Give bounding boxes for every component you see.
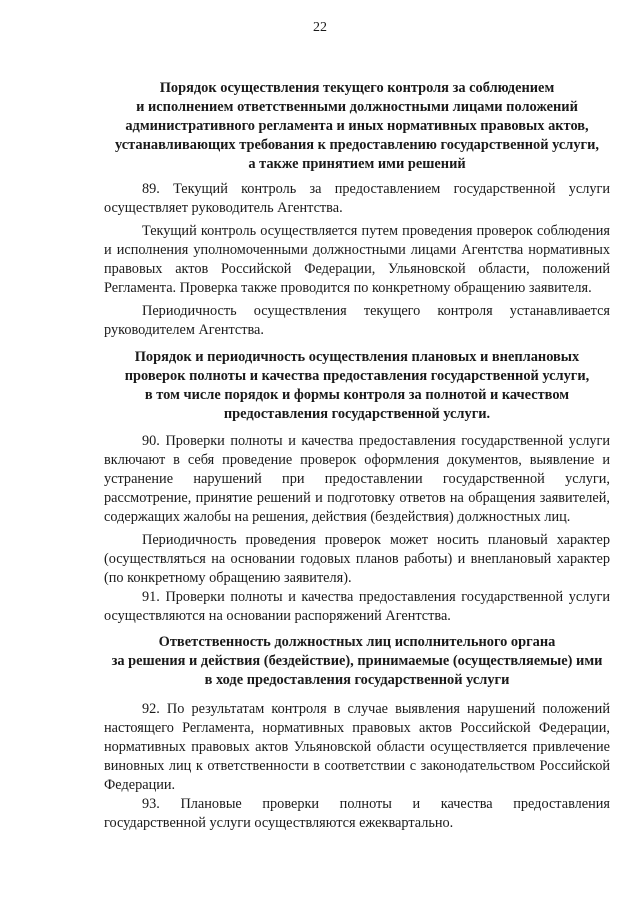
- section3-body: [104, 700, 610, 833]
- section2-heading: [104, 348, 610, 424]
- heading-line: Порядок и периодичность осуществления плановых и внеплановых: [134, 349, 580, 365]
- section1-heading: [104, 79, 610, 174]
- heading-line: предоставления государственной услуги.: [223, 406, 491, 422]
- section1-body: [104, 180, 610, 340]
- section3-heading: [104, 633, 610, 690]
- heading-line: в ходе предоставления государственной услуги: [204, 672, 510, 688]
- heading-line: за решения и действия (бездействие), принимаемые (осуществляемые) ими: [111, 653, 603, 669]
- paragraph: Текущий контроль осуществляется путем проведения проверок соблюдения и исполнения уполномоченными должностными лицами Агентства нормативных правовых актов Российской Федерации, Ульяновской области, положений Регламента. Проверка также проводится по конкретному обращению заявителя.: [104, 223, 610, 296]
- section2-body: [104, 432, 610, 626]
- paragraph-92: 92. По результатам контроля в случае выявления нарушений положений настоящего Регламента, нормативных правовых актов Российской Федерации, нормативных правовых актов Ульяновской области осуществляется привлечение виновных лиц к ответственности в соответствии с законодательством Российской Федерации.: [104, 701, 610, 793]
- heading-line: а также принятием ими решений: [248, 156, 466, 172]
- paragraph-89: 89. Текущий контроль за предоставлением государственной услуги осуществляет руководитель Агентства.: [104, 181, 610, 216]
- heading-line: устанавливающих требования к предоставлению государственной услуги,: [115, 137, 599, 153]
- paragraph-93: 93. Плановые проверки полноты и качества предоставления государственной услуги осуществляются ежеквартально.: [104, 796, 610, 831]
- heading-line: Ответственность должностных лиц исполнительного органа: [158, 634, 556, 650]
- paragraph: Периодичность проведения проверок может носить плановый характер (осуществляться на основании годовых планов работы) и внеплановый характер (по конкретному обращению заявителя).: [104, 532, 610, 586]
- paragraph-91: 91. Проверки полноты и качества предоставления государственной услуги осуществляются на основании распоряжений Агентства.: [104, 589, 610, 624]
- page-number: 22: [313, 20, 327, 35]
- heading-line: в том числе порядок и формы контроля за полнотой и качеством: [144, 387, 570, 403]
- heading-line: и исполнением ответственными должностными лицами положений: [136, 99, 578, 115]
- heading-line: административного регламента и иных нормативных правовых актов,: [125, 118, 589, 134]
- paragraph-90: 90. Проверки полноты и качества предоставления государственной услуги включают в себя проведение проверок оформления документов, выявление и устранение нарушений при предоставлении государственной услуги, рассмотрение, принятие решений и подготовку ответов на обращения заявителей, содержащих жалобы на решения, действия (бездействия) должностных лиц.: [104, 433, 610, 525]
- heading-line: проверок полноты и качества предоставления государственной услуги,: [124, 368, 590, 384]
- heading-line: Порядок осуществления текущего контроля за соблюдением: [159, 80, 555, 96]
- paragraph: Периодичность осуществления текущего контроля устанавливается руководителем Агентства.: [104, 303, 610, 338]
